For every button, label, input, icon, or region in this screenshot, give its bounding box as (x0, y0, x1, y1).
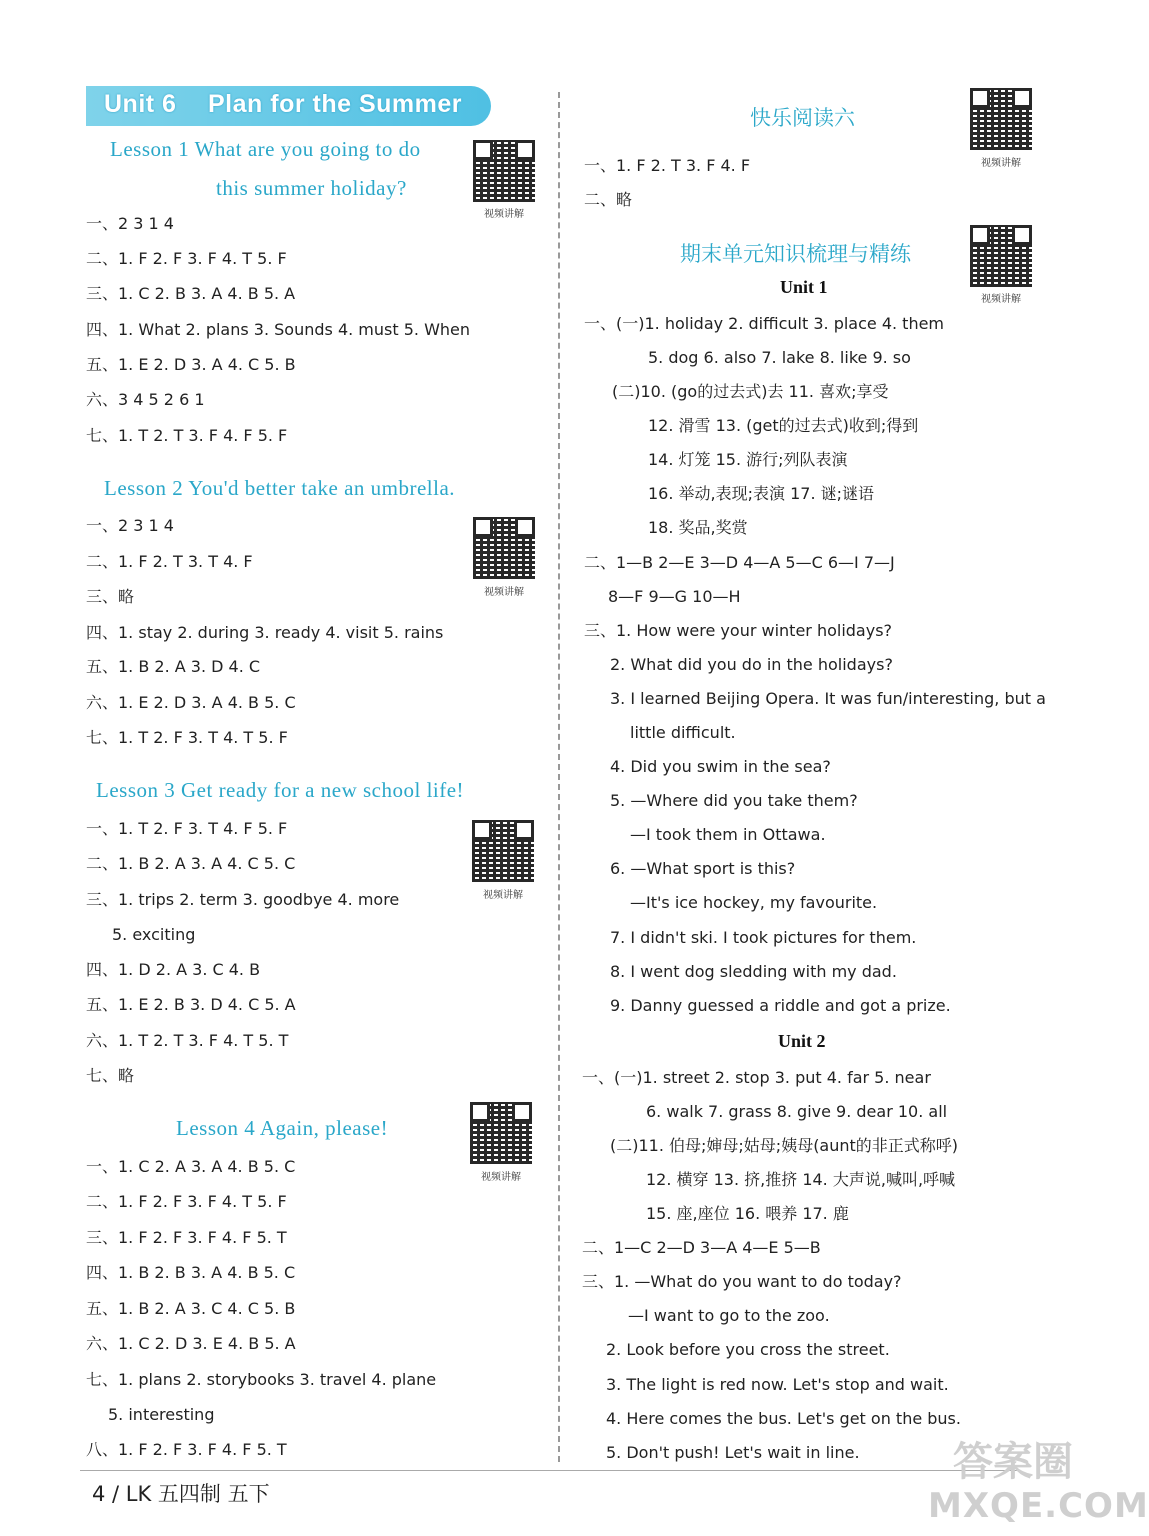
answer-row: 16. 举动,表现;表演 17. 谜;谜语 (648, 484, 875, 503)
answer-row: 2. Look before you cross the street. (606, 1340, 890, 1359)
lesson2-title: Lesson 2 You'd better take an umbrella. (104, 476, 456, 500)
watermark-logo (928, 1439, 1149, 1530)
unit2-heading: Unit 2 (778, 1031, 826, 1051)
answer-row: 5. exciting (112, 925, 196, 944)
banner-unit: Unit 6 (104, 90, 177, 118)
answer-row: 6. —What sport is this? (610, 859, 796, 878)
answer-row: little difficult. (630, 723, 736, 742)
answer-row: 8. I went dog sledding with my dad. (610, 962, 897, 981)
answer-row: 3. The light is red now. Let's stop and wait. (606, 1375, 949, 1394)
lesson1-title-b: this summer holiday? (216, 176, 407, 200)
banner-title: Plan for the Summer (208, 90, 462, 118)
qr-label: 视频讲解 (981, 294, 1021, 305)
answer-row: 二、1—B 2—E 3—D 4—A 5—C 6—I 7—J (584, 553, 895, 572)
answer-row: 4. Here comes the bus. Let's get on the bus. (606, 1409, 961, 1428)
answer-row: 一、1. T 2. F 3. T 4. F 5. F (86, 819, 288, 838)
answer-row: 4. Did you swim in the sea? (610, 757, 831, 776)
answer-row: 一、1. C 2. A 3. A 4. B 5. C (86, 1157, 296, 1176)
answer-row: 8—F 9—G 10—H (608, 587, 741, 606)
answer-row: 四、1. D 2. A 3. C 4. B (86, 960, 261, 979)
reading-title: 快乐阅读六 (750, 106, 855, 130)
answer-row: 五、1. B 2. A 3. D 4. C (86, 657, 261, 676)
answer-row: 六、1. E 2. D 3. A 4. B 5. C (86, 693, 296, 712)
answer-row: 5. Don't push! Let's wait in line. (606, 1443, 860, 1462)
answer-row: 六、1. T 2. T 3. F 4. T 5. T (86, 1031, 289, 1050)
qr-code-icon[interactable] (473, 140, 535, 202)
qr-code-icon[interactable] (473, 517, 535, 579)
qr-code-icon[interactable] (970, 225, 1032, 287)
answer-row: (二)10. (go的过去式)去 11. 喜欢;享受 (612, 382, 889, 401)
answer-row: 5. —Where did you take them? (610, 791, 858, 810)
answer-row: 2. What did you do in the holidays? (610, 655, 893, 674)
qr-label: 视频讲解 (981, 158, 1021, 169)
qr-label: 视频讲解 (481, 1172, 521, 1183)
answer-row: 5. dog 6. also 7. lake 8. like 9. so (648, 348, 911, 367)
qr-label: 视频讲解 (484, 587, 524, 598)
page-footer: 4 / LK 五四制 五下 (92, 1482, 270, 1506)
watermark-line1: 答案圈 (953, 1439, 1073, 1485)
qr-label: 视频讲解 (483, 890, 523, 901)
answer-row: 18. 奖品,奖赏 (648, 518, 748, 537)
answer-row: —I took them in Ottawa. (630, 825, 826, 844)
answer-row: 七、1. plans 2. storybooks 3. travel 4. plane (86, 1370, 437, 1389)
answer-row: 14. 灯笼 15. 游行;列队表演 (648, 450, 848, 469)
answer-row: 三、1. How were your winter holidays? (584, 621, 893, 640)
answer-row: 二、1. F 2. T 3. T 4. F (86, 552, 253, 571)
answer-row: 三、略 (86, 587, 135, 606)
qr-code-icon[interactable] (472, 820, 534, 882)
answer-row: 五、1. E 2. B 3. D 4. C 5. A (86, 995, 296, 1014)
footer-rule (80, 1470, 1020, 1471)
answer-row: 一、2 3 1 4 (86, 516, 174, 535)
answer-row: 六、3 4 5 2 6 1 (86, 390, 205, 409)
answer-row: 二、1. F 2. F 3. F 4. T 5. F (86, 1192, 287, 1211)
answer-row: 二、1. F 2. F 3. F 4. T 5. F (86, 249, 287, 268)
answer-row: 三、1. trips 2. term 3. goodbye 4. more (86, 890, 400, 909)
lesson3-title: Lesson 3 Get ready for a new school life! (96, 778, 465, 802)
answer-row: 八、1. F 2. F 3. F 4. F 5. T (86, 1440, 287, 1459)
review-title: 期末单元知识梳理与精练 (680, 242, 911, 266)
answer-row: 9. Danny guessed a riddle and got a prize. (610, 996, 951, 1015)
answer-row: 3. I learned Beijing Opera. It was fun/interesting, but a (610, 689, 1046, 708)
lesson1-title-a: Lesson 1 What are you going to do (110, 137, 421, 161)
answer-row: 一、2 3 1 4 (86, 214, 174, 233)
answer-row: 二、略 (584, 190, 633, 209)
answer-row: 12. 滑雪 13. (get的过去式)收到;得到 (648, 416, 919, 435)
answer-row: 六、1. C 2. D 3. E 4. B 5. A (86, 1334, 296, 1353)
answer-row: 12. 横穿 13. 挤,推挤 14. 大声说,喊叫,呼喊 (646, 1170, 956, 1189)
answer-row: 6. walk 7. grass 8. give 9. dear 10. all (646, 1102, 948, 1121)
column-divider (558, 92, 560, 1462)
answer-row: 二、1—C 2—D 3—A 4—E 5—B (582, 1238, 821, 1257)
unit-banner (86, 86, 491, 126)
answer-row: 一、(一)1. street 2. stop 3. put 4. far 5. near (582, 1068, 931, 1087)
answer-row: —I want to go to the zoo. (628, 1306, 830, 1325)
answer-row: 七、1. T 2. F 3. T 4. T 5. F (86, 728, 288, 747)
answer-row: 五、1. B 2. A 3. C 4. C 5. B (86, 1299, 296, 1318)
answer-row: 15. 座,座位 16. 喂养 17. 鹿 (646, 1204, 849, 1223)
qr-code-icon[interactable] (970, 88, 1032, 150)
qr-code-icon[interactable] (470, 1102, 532, 1164)
answer-row: 三、1. C 2. B 3. A 4. B 5. A (86, 284, 296, 303)
answer-row: 五、1. E 2. D 3. A 4. C 5. B (86, 355, 296, 374)
unit1-heading: Unit 1 (780, 277, 828, 297)
answer-row: 七、1. T 2. T 3. F 4. F 5. F (86, 426, 288, 445)
answer-row: 二、1. B 2. A 3. A 4. C 5. C (86, 854, 296, 873)
answer-row: 一、(一)1. holiday 2. difficult 3. place 4. them (584, 314, 945, 333)
answer-row: 三、1. —What do you want to do today? (582, 1272, 902, 1291)
lesson4-title: Lesson 4 Again, please! (176, 1116, 389, 1140)
watermark-line2: MXQE.COM (928, 1486, 1149, 1526)
answer-row: 四、1. What 2. plans 3. Sounds 4. must 5. When (86, 320, 471, 339)
answer-row: (二)11. 伯母;婶母;姑母;姨母(aunt的非正式称呼) (610, 1136, 959, 1155)
answer-row: 三、1. F 2. F 3. F 4. F 5. T (86, 1228, 287, 1247)
answer-row: 七、略 (86, 1066, 135, 1085)
qr-label: 视频讲解 (484, 209, 524, 220)
answer-row: 5. interesting (108, 1405, 215, 1424)
answer-row: 四、1. B 2. B 3. A 4. B 5. C (86, 1263, 296, 1282)
answer-row: 四、1. stay 2. during 3. ready 4. visit 5. rains (86, 623, 444, 642)
answer-row: 一、1. F 2. T 3. F 4. F (584, 156, 751, 175)
answer-row: 7. I didn't ski. I took pictures for them. (610, 928, 917, 947)
answer-row: —It's ice hockey, my favourite. (630, 893, 878, 912)
